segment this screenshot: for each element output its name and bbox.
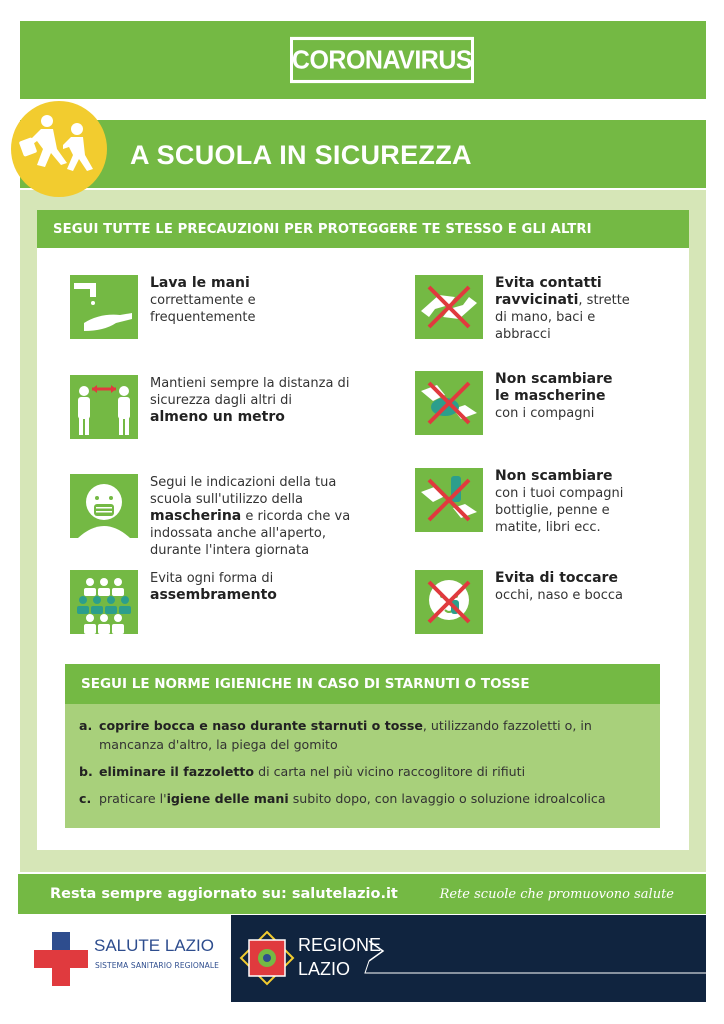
face-touch-forbidden-icon [415, 570, 483, 634]
top-banner [20, 21, 706, 99]
item-b-text: di carta nel più vicino raccoglitore di rifiuti [254, 764, 526, 779]
crowd-text: Evita ogni forma di [150, 571, 274, 586]
item-c-text: praticare l' [99, 791, 167, 806]
mask-text: Segui le indicazioni della tua scuola sull'utilizzo della [150, 475, 337, 507]
tip-contacts [415, 275, 685, 343]
mask-bold: mascherina [150, 508, 242, 524]
hygiene-item-a [79, 716, 648, 754]
item-letter: c. [79, 791, 92, 806]
tip-no-touch [415, 570, 685, 634]
crowd-icon [70, 570, 138, 634]
wash-bold: Lava le mani [150, 275, 250, 291]
regione-line1: REGIONE [298, 935, 382, 955]
tip-distance [70, 375, 370, 439]
hygiene-item-b [79, 762, 648, 781]
masks-bold: Non scambiare le mascherine [495, 371, 613, 404]
tip-no-swap-objects [415, 468, 695, 536]
contacts-bold-2: ravvicinati [495, 292, 579, 308]
precautions-header: SEGUI TUTTE LE PRECAUZIONI PER PROTEGGERE TE STESSO E GLI ALTRI [37, 210, 689, 248]
distance-icon [70, 375, 138, 439]
touch-bold: Evita di toccare [495, 570, 618, 586]
school-kids-badge [11, 101, 107, 197]
hygiene-item-c [79, 789, 648, 808]
mask-text-rest: e ricorda che va indossata anche all'aperto, durante l'intera giornata [150, 509, 351, 558]
contacts-bold: Evita contatti [495, 275, 602, 291]
regione-line2: LAZIO [298, 959, 351, 979]
tip-crowd [70, 570, 370, 634]
tip-mask [70, 474, 380, 559]
objects-swap-forbidden-icon [415, 468, 483, 532]
item-letter: b. [79, 764, 93, 779]
salute-lazio-subtitle: SISTEMA SANITARIO REGIONALE [95, 961, 219, 970]
coronavirus-label: CORONAVIRUS [290, 37, 474, 83]
item-c-bold: igiene delle mani [166, 791, 289, 806]
running-children-icon [11, 101, 107, 197]
face-mask-icon [70, 474, 138, 538]
item-a-bold: coprire bocca e naso durante starnuti o tosse [99, 718, 423, 733]
distance-text: Mantieni sempre la distanza di sicurezza dagli altri di [150, 376, 350, 408]
page-title: A SCUOLA IN SICUREZZA [130, 140, 472, 170]
footer-bar [18, 874, 706, 914]
item-b-bold: eliminare il fazzoletto [99, 764, 255, 779]
masks-text: con i compagni [495, 406, 595, 421]
salute-lazio-name: SALUTE LAZIO [94, 936, 214, 955]
bottles-text: con i tuoi compagni bottiglie, penne e matite, libri ecc. [495, 486, 624, 535]
mask-swap-forbidden-icon [415, 371, 483, 435]
website-link[interactable]: Resta sempre aggiornato su: salutelazio.it [50, 886, 398, 902]
hygiene-header: SEGUI LE NORME IGIENICHE IN CASO DI STARNUTI O TOSSE [65, 664, 660, 704]
tip-no-swap-masks [415, 371, 685, 435]
wash-text: correttamente e frequentemente [150, 293, 256, 325]
cross-icon [32, 930, 92, 990]
hygiene-list [65, 704, 660, 828]
handshake-forbidden-icon [415, 275, 483, 339]
tip-wash-hands [70, 275, 370, 339]
crowd-bold: assembramento [150, 587, 277, 603]
bottles-bold: Non scambiare [495, 468, 613, 484]
hand-washing-icon [70, 275, 138, 339]
salute-lazio-logo [20, 918, 230, 1002]
item-a-text: , utilizzando fazzoletti o, in mancanza d'altro, la piega del gomito [99, 718, 592, 752]
contacts-text: , strette di mano, baci e abbracci [495, 293, 630, 342]
item-letter: a. [79, 718, 93, 733]
touch-text: occhi, naso e bocca [495, 588, 624, 603]
distance-bold: almeno un metro [150, 409, 285, 425]
item-c-text-rest: subito dopo, con lavaggio o soluzione idroalcolica [288, 791, 606, 806]
network-tagline: Rete scuole che promuovono salute [439, 886, 674, 902]
